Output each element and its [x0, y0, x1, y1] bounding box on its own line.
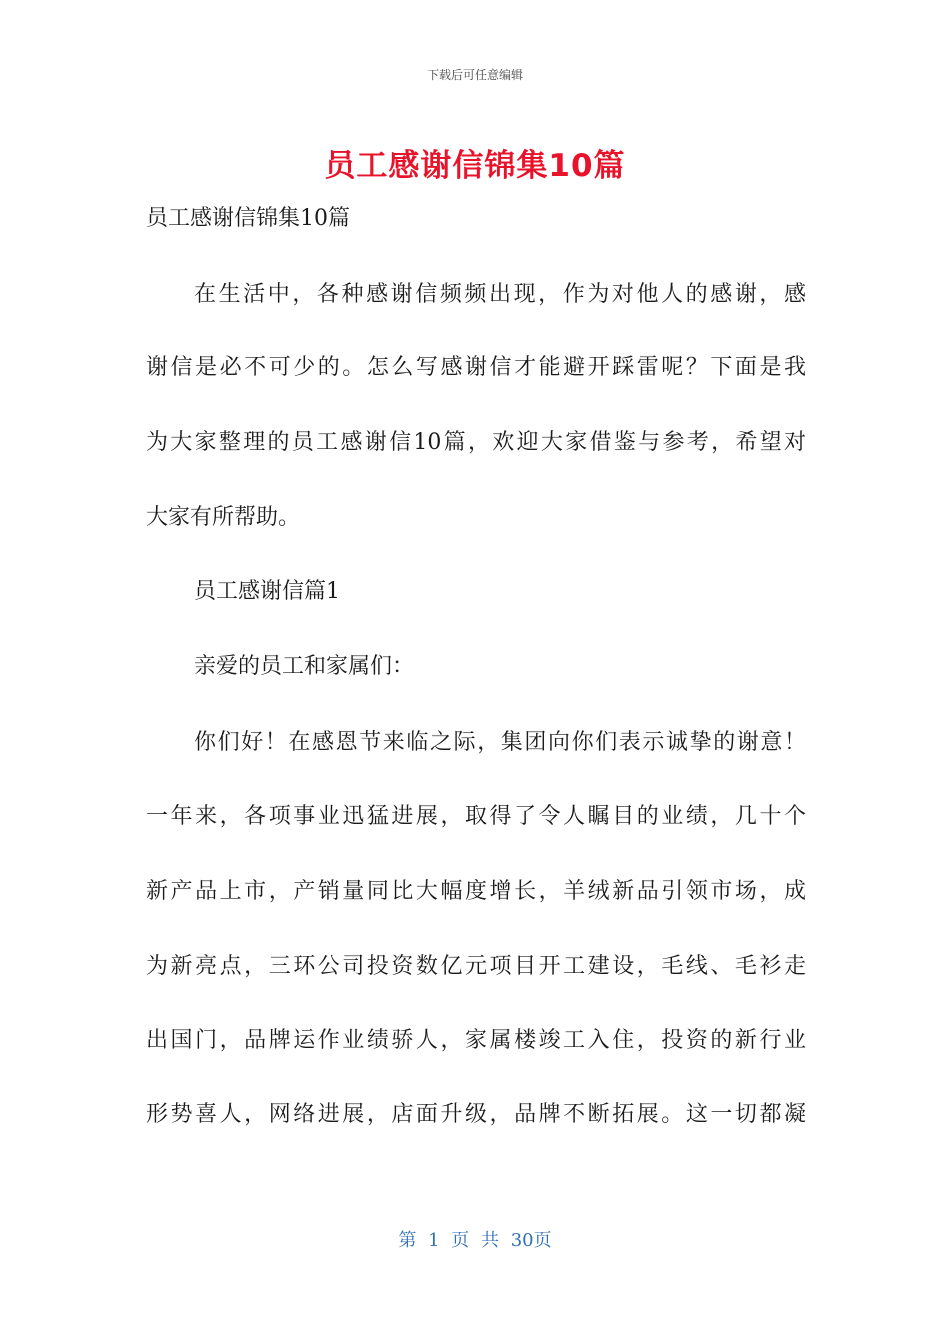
page-number-footer: 第 1 页 共 30页 — [398, 1230, 552, 1251]
paragraph-line: 为大家整理的员工感谢信10篇，欢迎大家借鉴与参考，希望对 — [146, 430, 806, 455]
paragraph-line: 一年来，各项事业迅猛进展，取得了令人瞩目的业绩，几十个 — [146, 804, 806, 829]
subtitle-line: 员工感谢信锦集10篇 — [146, 206, 350, 231]
paragraph-line: 在生活中，各种感谢信频频出现，作为对他人的感谢，感 — [194, 282, 806, 307]
paragraph-line: 出国门，品牌运作业绩骄人，家属楼竣工入住，投资的新行业 — [146, 1028, 806, 1053]
paragraph-line: 新产品上市，产销量同比大幅度增长，羊绒新品引领市场，成 — [146, 879, 806, 904]
paragraph-line: 你们好！在感恩节来临之际，集团向你们表示诚挚的谢意！ — [194, 730, 806, 755]
paragraph-line: 为新亮点，三环公司投资数亿元项目开工建设，毛线、毛衫走 — [146, 954, 806, 979]
document-title: 员工感谢信锦集10篇 — [324, 148, 626, 184]
section-heading: 员工感谢信篇1 — [194, 579, 340, 604]
paragraph-line: 形势喜人，网络进展，店面升级，品牌不断拓展。这一切都凝 — [146, 1102, 806, 1127]
paragraph-line: 大家有所帮助。 — [146, 505, 301, 530]
header-note: 下载后可任意编辑 — [426, 68, 523, 82]
paragraph-line: 谢信是必不可少的。怎么写感谢信才能避开踩雷呢？下面是我 — [146, 355, 806, 380]
salutation-line: 亲爱的员工和家属们： — [194, 654, 415, 679]
